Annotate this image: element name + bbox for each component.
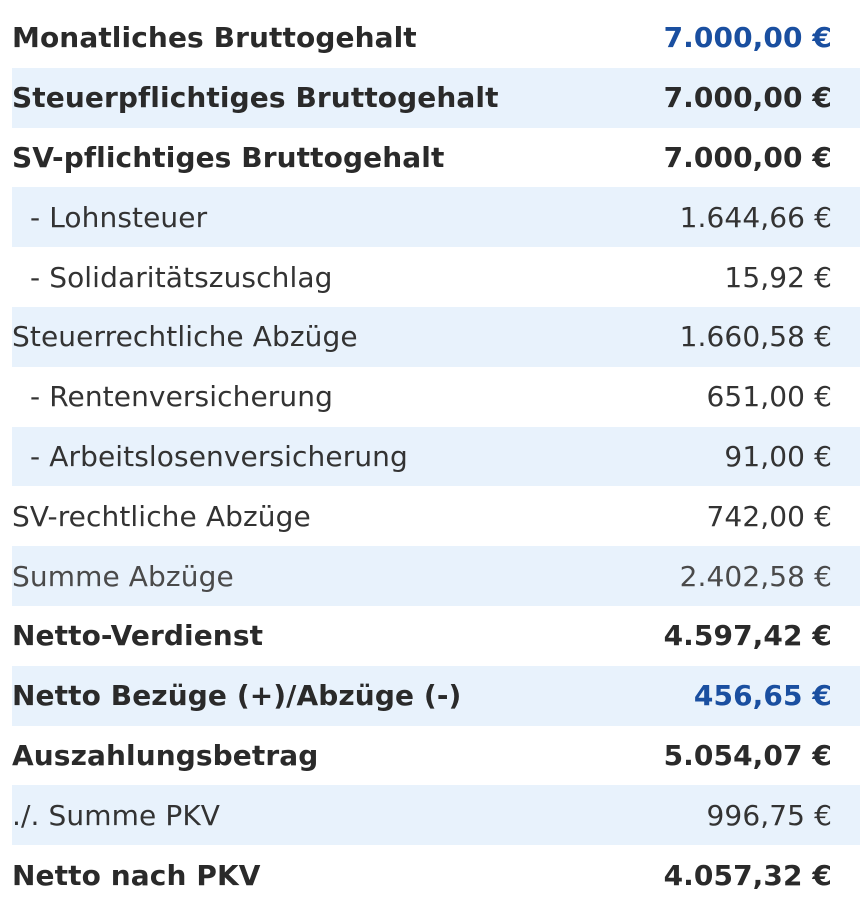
row-label: Monatliches Bruttogehalt bbox=[12, 21, 417, 55]
row-monatliches-bruttogehalt bbox=[12, 8, 860, 68]
row-value: 7.000,00 € bbox=[663, 21, 832, 55]
row-label: Netto-Verdienst bbox=[12, 619, 264, 653]
row-label: - Arbeitslosenversicherung bbox=[30, 439, 408, 473]
row-netto-verdienst bbox=[12, 606, 860, 666]
row-auszahlungsbetrag bbox=[12, 726, 860, 786]
row-value: 456,65 € bbox=[693, 679, 832, 713]
row-label: - Rentenversicherung bbox=[30, 380, 333, 414]
row-label: - Solidaritätszuschlag bbox=[30, 260, 333, 294]
row-rentenversicherung bbox=[12, 367, 860, 427]
row-value: 742,00 € bbox=[706, 499, 832, 533]
row-steuerrechtliche-abzuege bbox=[12, 307, 860, 367]
row-label: SV-pflichtiges Bruttogehalt bbox=[12, 140, 445, 174]
row-value: 7.000,00 € bbox=[663, 140, 832, 174]
row-value: 996,75 € bbox=[706, 798, 832, 832]
row-value: 4.057,32 € bbox=[663, 858, 832, 892]
row-steuerpflichtiges-bruttogehalt bbox=[12, 68, 860, 128]
row-label: - Lohnsteuer bbox=[30, 200, 208, 234]
row-value: 651,00 € bbox=[706, 380, 832, 414]
row-lohnsteuer bbox=[12, 187, 860, 247]
row-value: 91,00 € bbox=[724, 439, 832, 473]
row-label: SV-rechtliche Abzüge bbox=[12, 499, 311, 533]
row-value: 15,92 € bbox=[724, 260, 832, 294]
row-label: ./. Summe PKV bbox=[12, 798, 221, 832]
row-solidaritaetszuschlag bbox=[12, 247, 860, 307]
row-value: 1.644,66 € bbox=[679, 200, 832, 234]
row-summe-abzuege bbox=[12, 546, 860, 606]
row-label: Steuerpflichtiges Bruttogehalt bbox=[12, 81, 499, 115]
row-label: Summe Abzüge bbox=[12, 559, 234, 593]
row-sv-rechtliche-abzuege bbox=[12, 486, 860, 546]
row-sv-pflichtiges-bruttogehalt bbox=[12, 128, 860, 188]
row-summe-pkv bbox=[12, 785, 860, 845]
row-netto-bezuege-abzuege bbox=[12, 666, 860, 726]
row-value: 2.402,58 € bbox=[679, 559, 832, 593]
row-value: 1.660,58 € bbox=[679, 320, 832, 354]
row-netto-nach-pkv bbox=[12, 845, 860, 905]
row-label: Netto Bezüge (+)/Abzüge (-) bbox=[12, 679, 462, 713]
row-value: 7.000,00 € bbox=[663, 81, 832, 115]
row-label: Netto nach PKV bbox=[12, 858, 261, 892]
row-arbeitslosenversicherung bbox=[12, 427, 860, 487]
row-label: Auszahlungsbetrag bbox=[12, 738, 319, 772]
row-label: Steuerrechtliche Abzüge bbox=[12, 320, 358, 354]
row-value: 4.597,42 € bbox=[663, 619, 832, 653]
salary-breakdown-table bbox=[12, 8, 860, 905]
row-value: 5.054,07 € bbox=[663, 738, 832, 772]
